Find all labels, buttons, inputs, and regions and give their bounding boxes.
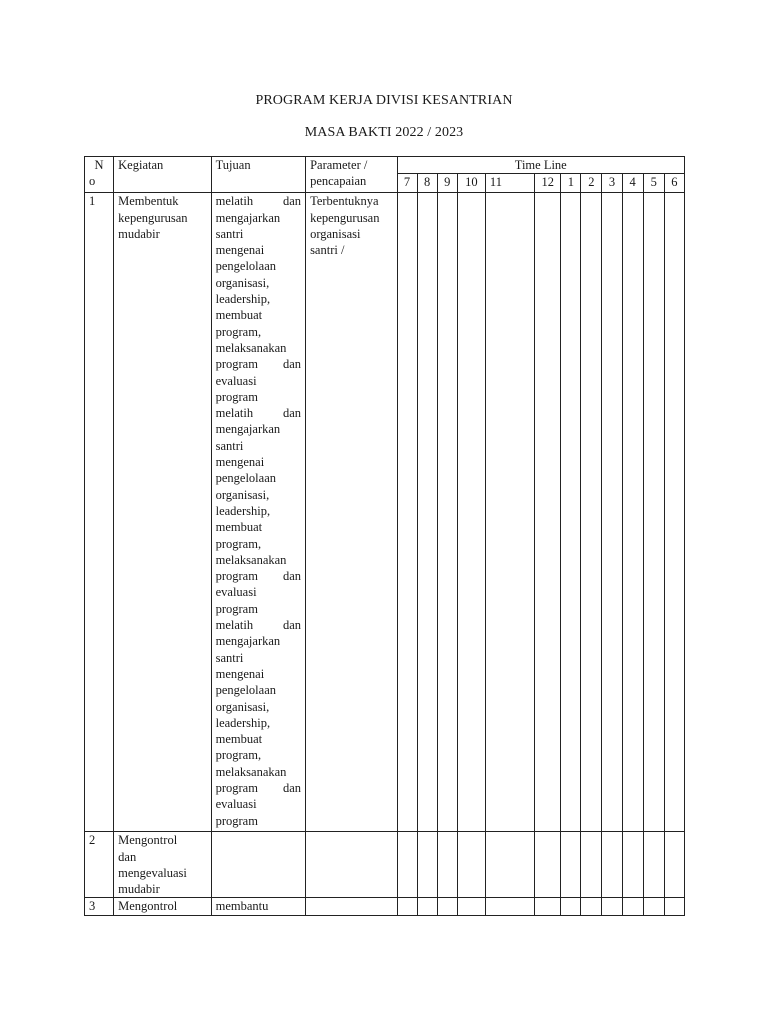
tujuan-line: membuat: [215, 308, 263, 323]
tujuan-line: mengenai: [215, 455, 265, 470]
month-header: 8: [417, 174, 437, 193]
timeline-cell: [437, 898, 457, 915]
timeline-cell: [535, 898, 561, 915]
tujuan-line: evaluasi: [215, 797, 257, 812]
row-kegiatan: [114, 193, 211, 832]
tujuan-line: program,: [215, 324, 262, 339]
header-parameter-line1: Parameter /: [310, 158, 368, 172]
parameter-line: Terbentuknya: [310, 194, 379, 209]
parameter-line: organisasi: [310, 226, 361, 241]
header-tujuan: Tujuan: [211, 157, 305, 193]
month-header: 2: [581, 174, 602, 193]
row-no: 2: [85, 832, 114, 898]
kegiatan-line: Mengontrol: [118, 833, 178, 848]
tujuan-line: organisasi,: [215, 699, 270, 714]
row-no: 1: [85, 193, 114, 832]
row-no: 3: [85, 898, 114, 915]
timeline-cell: [397, 193, 417, 832]
header-timeline: Time Line: [397, 157, 685, 174]
tujuan-line: membuat: [215, 520, 263, 535]
kegiatan-line: Mengontrol: [118, 899, 178, 914]
timeline-cell: [643, 898, 664, 915]
timeline-cell: [622, 193, 643, 832]
tujuan-line: mengajarkan: [215, 210, 281, 225]
timeline-cell: [643, 832, 664, 898]
tujuan-line: melaksanakan: [215, 764, 287, 779]
timeline-cell: [561, 832, 581, 898]
month-header: 4: [622, 174, 643, 193]
tujuan-line: program: [215, 389, 258, 404]
row-tujuan: [211, 898, 305, 915]
kegiatan-line: Membentuk: [118, 194, 179, 209]
tujuan-line: organisasi,: [215, 275, 270, 290]
tujuan-line: leadership,: [215, 715, 271, 730]
tujuan-line: program dan: [215, 357, 302, 372]
tujuan-line: santri: [215, 226, 244, 241]
timeline-cell: [561, 898, 581, 915]
row-parameter: [306, 193, 397, 832]
timeline-cell: [485, 193, 534, 832]
timeline-cell: [397, 832, 417, 898]
tujuan-line: pengelolaan: [215, 259, 276, 274]
timeline-cell: [437, 832, 457, 898]
month-header: 3: [602, 174, 622, 193]
tujuan-line: melaksanakan: [215, 340, 287, 355]
tujuan-line: membuat: [215, 732, 263, 747]
kegiatan-line: mudabir: [118, 226, 160, 241]
tujuan-line: mengenai: [215, 243, 265, 258]
parameter-line: kepengurusan: [310, 210, 380, 225]
kegiatan-line: kepengurusan: [118, 210, 188, 225]
timeline-cell: [457, 832, 485, 898]
tujuan-line: program: [215, 813, 258, 828]
tujuan-line: program: [215, 601, 258, 616]
row-tujuan: [211, 832, 305, 898]
month-header: 1: [561, 174, 581, 193]
kegiatan-line: dan: [118, 849, 137, 864]
row-kegiatan: [114, 832, 211, 898]
month-header: 12: [535, 174, 561, 193]
header-kegiatan: Kegiatan: [114, 157, 211, 193]
timeline-cell: [437, 193, 457, 832]
timeline-cell: [535, 193, 561, 832]
row-tujuan: [211, 193, 305, 832]
tujuan-line: santri: [215, 438, 244, 453]
timeline-cell: [664, 193, 684, 832]
kegiatan-line: mudabir: [118, 882, 160, 897]
month-header: 6: [664, 174, 684, 193]
header-no-line1: N: [94, 158, 104, 172]
timeline-cell: [602, 832, 622, 898]
timeline-cell: [417, 832, 437, 898]
tujuan-line: program dan: [215, 569, 302, 584]
timeline-cell: [664, 898, 684, 915]
tujuan-line: santri: [215, 650, 244, 665]
tujuan-line: program dan: [215, 780, 302, 795]
month-header: 10: [457, 174, 485, 193]
month-header: 9: [437, 174, 457, 193]
header-parameter-line2: pencapaian: [310, 174, 367, 189]
timeline-cell: [397, 898, 417, 915]
tujuan-line: mengajarkan: [215, 422, 281, 437]
tujuan-line: leadership,: [215, 292, 271, 307]
timeline-cell: [535, 832, 561, 898]
table-row: [85, 832, 685, 898]
timeline-cell: [581, 832, 602, 898]
tujuan-line: pengelolaan: [215, 471, 276, 486]
month-header: 11: [485, 174, 534, 193]
tujuan-line: program,: [215, 536, 262, 551]
timeline-cell: [485, 832, 534, 898]
header-no: [85, 157, 114, 193]
program-table: [84, 156, 685, 916]
tujuan-line: evaluasi: [215, 585, 257, 600]
tujuan-line: program,: [215, 748, 262, 763]
header-row-1: [85, 157, 685, 174]
tujuan-line: leadership,: [215, 503, 271, 518]
document-title: PROGRAM KERJA DIVISI KESANTRIAN: [255, 93, 513, 108]
timeline-cell: [602, 898, 622, 915]
timeline-cell: [417, 898, 437, 915]
tujuan-line: melatih dan: [215, 194, 302, 209]
tujuan-line: pengelolaan: [215, 683, 276, 698]
timeline-cell: [581, 898, 602, 915]
tujuan-line: melatih dan: [215, 406, 302, 421]
timeline-cell: [622, 898, 643, 915]
tujuan-line: mengenai: [215, 666, 265, 681]
table-row: [85, 193, 685, 832]
timeline-cell: [581, 193, 602, 832]
tujuan-line: melatih dan: [215, 618, 302, 633]
parameter-line: santri /: [310, 243, 345, 258]
kegiatan-line: mengevaluasi: [118, 865, 187, 880]
tujuan-line: membantu: [215, 899, 269, 914]
timeline-cell: [622, 832, 643, 898]
table-row: [85, 898, 685, 915]
document-subtitle: MASA BAKTI 2022 / 2023: [304, 125, 464, 140]
timeline-cell: [664, 832, 684, 898]
timeline-cell: [602, 193, 622, 832]
timeline-cell: [417, 193, 437, 832]
timeline-cell: [485, 898, 534, 915]
header-no-line2: o: [89, 174, 96, 189]
month-header: 5: [643, 174, 664, 193]
month-header: 7: [397, 174, 417, 193]
timeline-cell: [561, 193, 581, 832]
tujuan-line: evaluasi: [215, 373, 257, 388]
row-kegiatan: [114, 898, 211, 915]
timeline-cell: [457, 193, 485, 832]
row-parameter: [306, 832, 397, 898]
row-parameter: [306, 898, 397, 915]
tujuan-line: organisasi,: [215, 487, 270, 502]
header-parameter: [306, 157, 397, 193]
tujuan-line: melaksanakan: [215, 552, 287, 567]
tujuan-line: mengajarkan: [215, 634, 281, 649]
timeline-cell: [643, 193, 664, 832]
timeline-cell: [457, 898, 485, 915]
